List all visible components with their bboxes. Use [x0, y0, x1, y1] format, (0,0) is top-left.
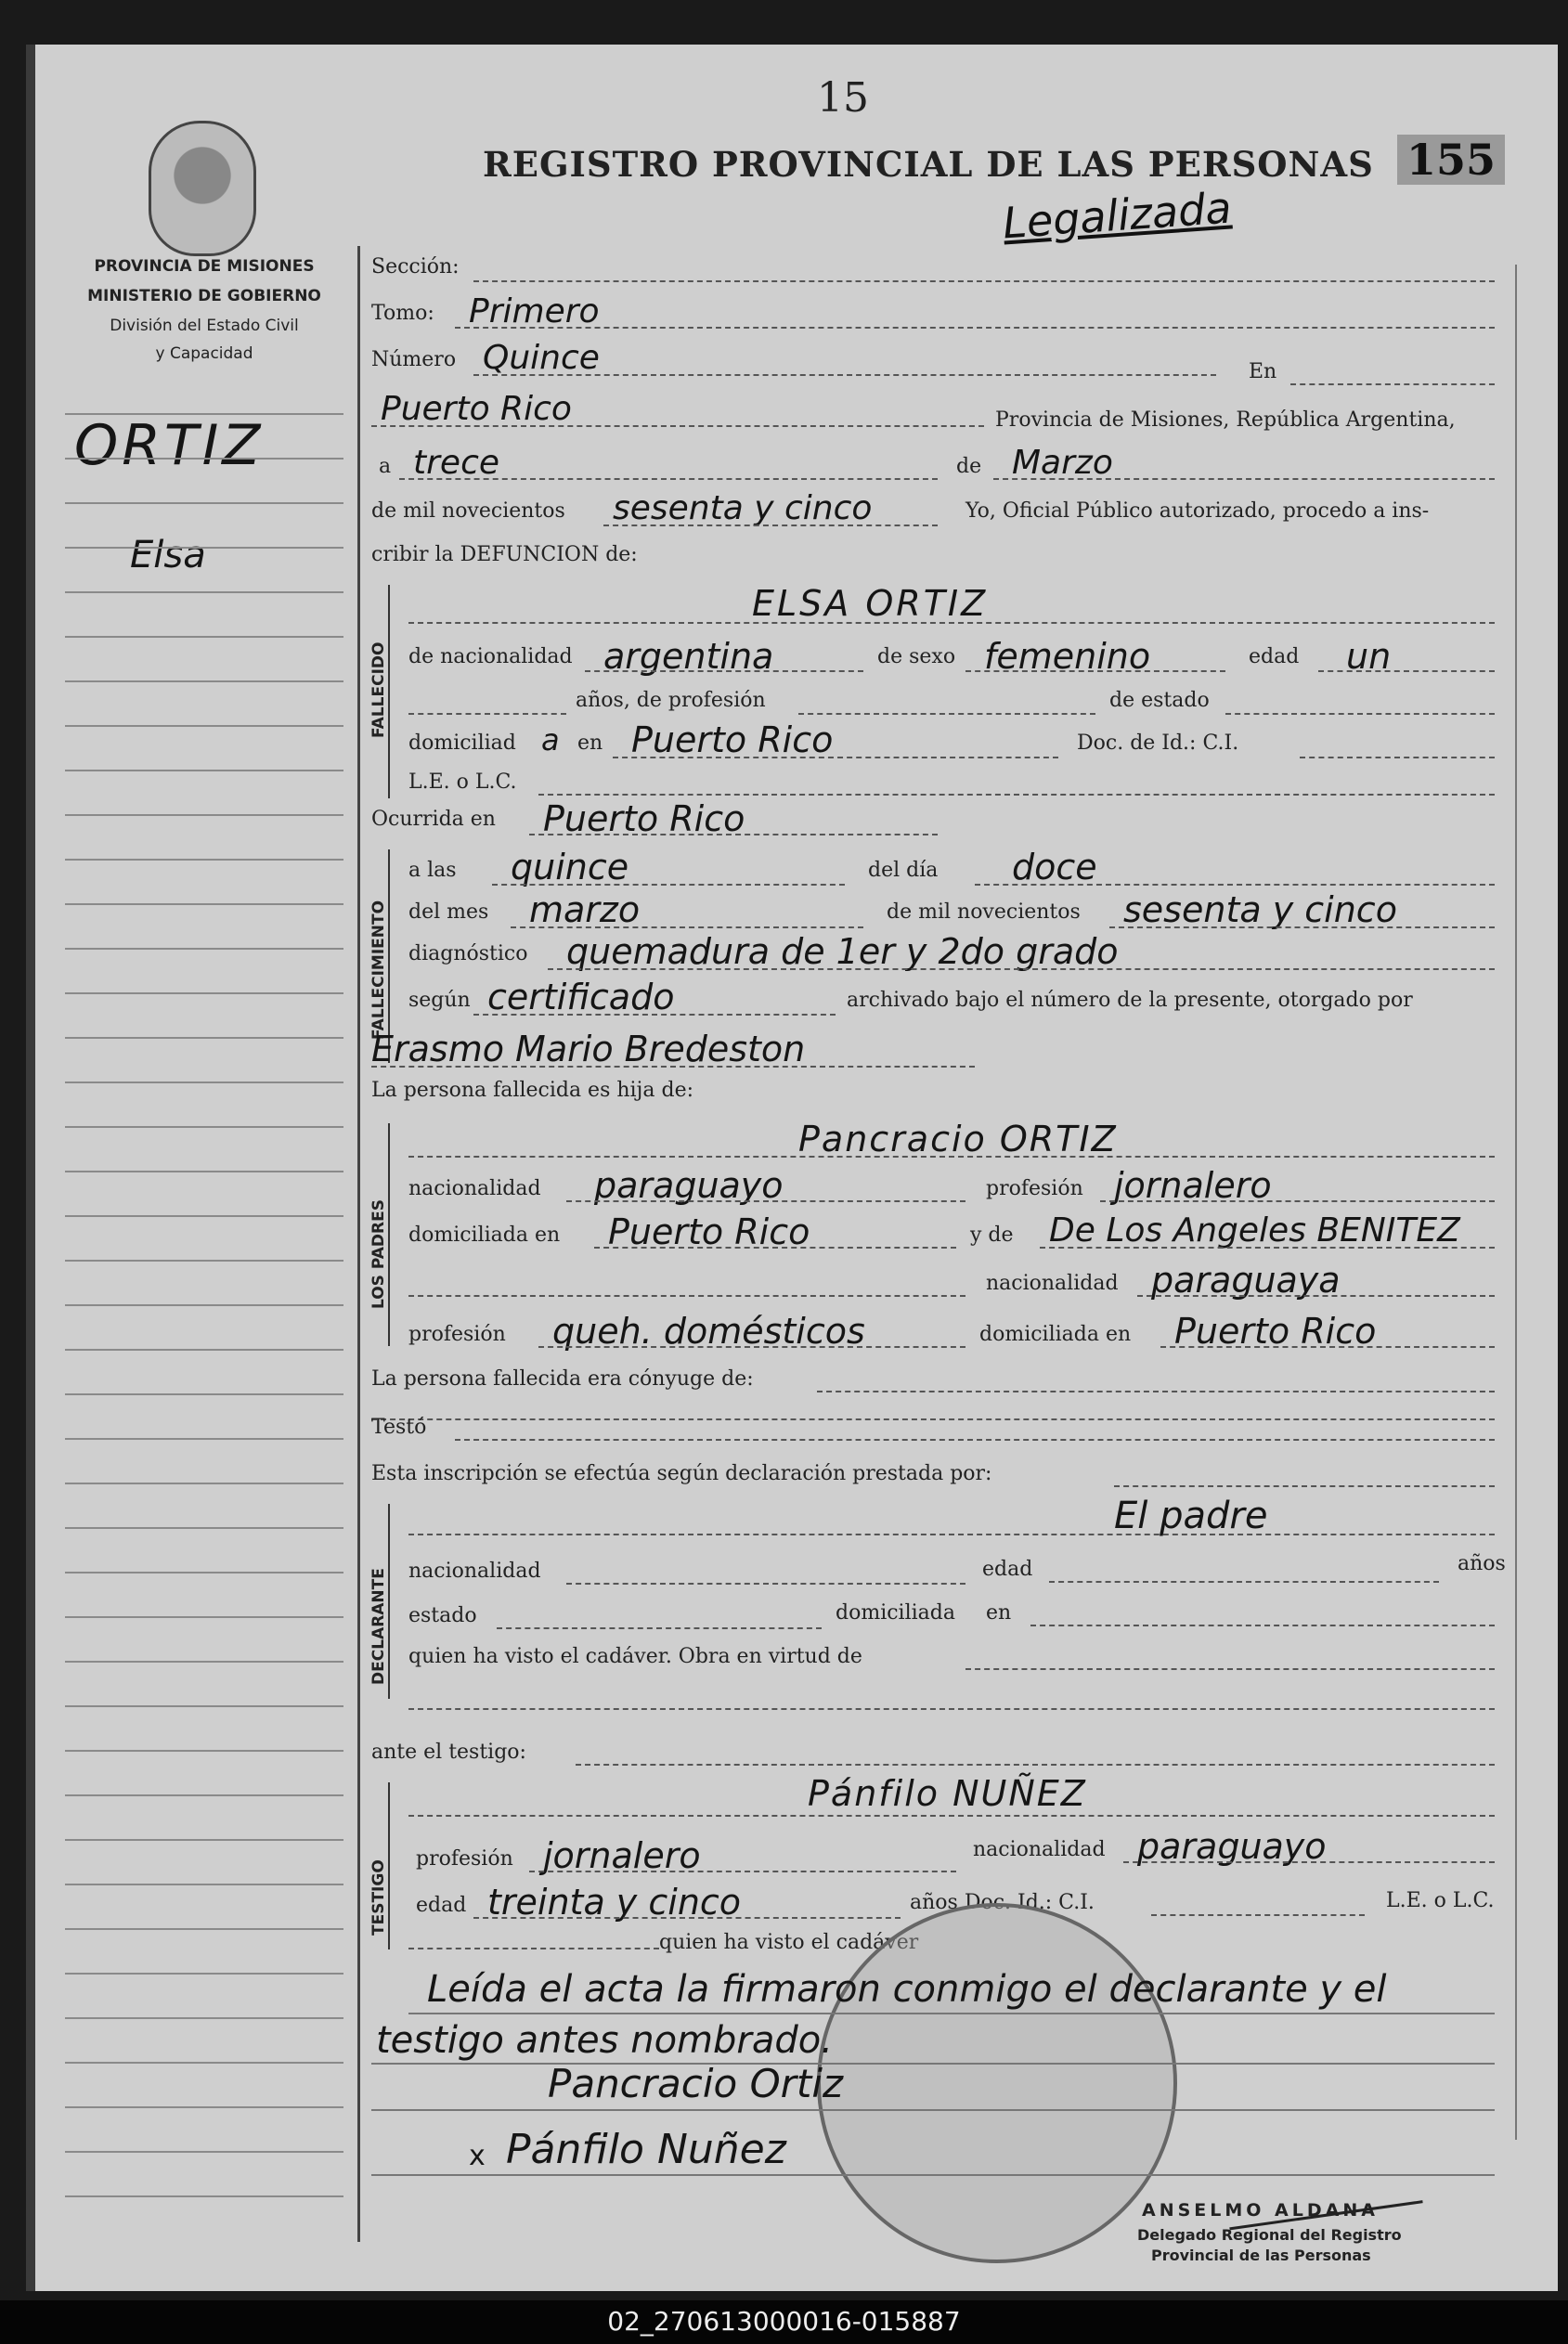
mes-value: Marzo [1012, 444, 1113, 482]
institution-division: División del Estado Civil [110, 317, 299, 335]
tomo-value: Primero [469, 292, 600, 330]
fallecido-bracket [388, 585, 390, 798]
fallecido-tag: FALLECIDO [369, 641, 388, 738]
fallecido-profesion-line [798, 713, 1095, 715]
provincia-text: Provincia de Misiones, República Argentina, [995, 408, 1456, 432]
madre-profesion-label: profesión [408, 1323, 506, 1346]
fallecido-anios-line [408, 713, 566, 715]
a-label: a [379, 455, 392, 478]
declaracion-label: Esta inscripción se efectúa según declaración prestada por: [371, 1462, 992, 1485]
testigo-edad-value: treinta y cinco [487, 1882, 742, 1923]
madre-nacionalidad-line [1137, 1295, 1495, 1297]
declarante-anios-label: años [1458, 1552, 1506, 1575]
margin-rule [65, 1973, 343, 1975]
segun-label: según [408, 989, 471, 1012]
testigo-nacionalidad-label: nacionalidad [973, 1838, 1106, 1861]
fallecimiento-mes-value: marzo [529, 889, 641, 930]
form-right-border [1515, 265, 1517, 2140]
madre-nacionalidad-value: paraguaya [1151, 1260, 1341, 1301]
margin-divider [357, 246, 360, 2242]
diagnostico-line [548, 968, 1495, 970]
fallecido-sexo-label: de sexo [877, 645, 956, 668]
declarante-nombre-line [408, 1534, 1495, 1535]
padres-bracket [388, 1123, 390, 1346]
margin-rule [65, 1037, 343, 1039]
ocurrida-line [529, 834, 938, 835]
testigo-edad-label: edad [416, 1894, 467, 1917]
margin-rule [65, 1081, 343, 1083]
mes-line [993, 478, 1495, 480]
margin-rule [65, 1794, 343, 1796]
institution-capacity: y Capacidad [155, 344, 253, 363]
margin-rule [65, 636, 343, 638]
padre-profesion-label: profesión [986, 1177, 1083, 1200]
fallecido-sexo-line [965, 670, 1225, 672]
fallecido-name: ELSA ORTIZ [752, 583, 989, 624]
margin-rule [65, 948, 343, 950]
testigo-intro: ante el testigo: [371, 1741, 526, 1764]
testigo-tag: TESTIGO [369, 1859, 388, 1936]
dia-value: trece [413, 444, 500, 482]
margin-rule [65, 992, 343, 994]
closing-line-1-rule [408, 2013, 1495, 2014]
fallecimiento-mil-label: de mil novecientos [887, 900, 1081, 924]
margin-rule [65, 458, 343, 460]
declarante-estado-label: estado [408, 1604, 477, 1627]
archivado-text: archivado bajo el número de la presente, otorgado por [847, 989, 1413, 1012]
padre-nacionalidad-label: nacionalidad [408, 1177, 541, 1200]
signature-testigo: Pánfilo Nuñez [506, 2126, 786, 2173]
margin-rule [65, 1260, 343, 1262]
margin-rule [65, 1616, 343, 1618]
medico-line [371, 1066, 975, 1068]
testigo-nacionalidad-line [1123, 1861, 1495, 1863]
fallecimiento-tag: FALLECIMIENTO [369, 900, 388, 1040]
official-name: ANSELMO ALDANA [1142, 2200, 1379, 2221]
madre-domicilio-value: Puerto Rico [1174, 1311, 1377, 1352]
margin-rule [65, 1393, 343, 1395]
fallecido-nacionalidad-value: argentina [603, 636, 774, 677]
declarante-en-label: en [986, 1601, 1012, 1625]
margin-rule [65, 1839, 343, 1841]
declaracion-line [1114, 1485, 1495, 1487]
margin-rule [65, 1215, 343, 1217]
segun-line [473, 1014, 836, 1016]
madre-profesion-value: queh. domésticos [552, 1311, 865, 1352]
conyuge-label: La persona fallecida era cónyuge de: [371, 1367, 754, 1391]
declarante-nombre: El padre [1114, 1495, 1268, 1537]
fallecimiento-hora-label: a las [408, 859, 457, 882]
margin-rule [65, 413, 343, 415]
numero-line [473, 374, 1216, 376]
closing-line-2-rule [371, 2063, 1495, 2065]
document-page [26, 45, 1558, 2291]
declarante-estado-line [497, 1627, 822, 1629]
segun-value: certificado [487, 977, 675, 1017]
anio-line [603, 524, 938, 526]
institution-province: PROVINCIA DE MISIONES [94, 257, 315, 276]
fallecimiento-dia-value: doce [1012, 847, 1097, 887]
lugar-value: Puerto Rico [381, 390, 572, 428]
madre-nombre-line [1040, 1247, 1495, 1249]
margin-rule [65, 2106, 343, 2108]
fallecido-sexo-value: femenino [984, 636, 1151, 677]
margin-rule [65, 2062, 343, 2064]
margin-surname: ORTIZ [74, 413, 265, 478]
fallecido-estado-label: de estado [1109, 689, 1210, 712]
official-title-1: Delegado Regional del Registro [1137, 2226, 1402, 2244]
declarante-cadaver-text: quien ha visto el cadáver. Obra en virtud de [408, 1645, 862, 1668]
tomo-label: Tomo: [371, 302, 434, 325]
fallecido-domicilio-value: Puerto Rico [631, 719, 834, 760]
testigo-intro-line [576, 1764, 1495, 1766]
margin-rule [65, 1572, 343, 1573]
margin-rule [65, 859, 343, 861]
margin-rule [65, 814, 343, 816]
en-label: En [1249, 360, 1277, 383]
fallecido-nacionalidad-line [585, 670, 863, 672]
margin-name: Elsa [130, 534, 206, 576]
fallecido-doc-label: Doc. de Id.: C.I. [1077, 732, 1239, 755]
fallecido-nacionalidad-label: de nacionalidad [408, 645, 573, 668]
page-number: 15 [817, 74, 869, 122]
ocurrida-value: Puerto Rico [543, 798, 745, 839]
declarante-nacionalidad-label: nacionalidad [408, 1560, 541, 1583]
conyuge-line-2 [371, 1418, 1495, 1420]
margin-rule [65, 770, 343, 771]
fallecido-domiciliado-label: domiciliad [408, 732, 516, 755]
margin-rule [65, 1750, 343, 1752]
medico-value: Erasmo Mario Bredeston [371, 1029, 806, 1069]
fallecimiento-mes-line [511, 926, 863, 928]
padre-domiciliada-label: domiciliada en [408, 1224, 561, 1247]
madre-nacionalidad-label: nacionalidad [986, 1272, 1119, 1295]
fallecimiento-anio-line [1109, 926, 1495, 928]
testigo-extra-line [408, 1948, 659, 1949]
margin-rule [65, 1928, 343, 1930]
testigo-bracket [388, 1782, 390, 1949]
madre-nombre: De Los Angeles BENITEZ [1049, 1211, 1460, 1250]
margin-rule [65, 1483, 343, 1484]
testigo-nacionalidad-value: paraguayo [1137, 1826, 1327, 1867]
declarante-extra-line [408, 1708, 1495, 1710]
coat-of-arms-icon [149, 121, 256, 256]
padre-nacionalidad-line [566, 1200, 965, 1202]
anio-value: sesenta y cinco [613, 489, 873, 527]
fallecido-le-line [538, 794, 1495, 796]
margin-rule [65, 2195, 343, 2197]
padre-domicilio-value: Puerto Rico [608, 1211, 810, 1252]
de-label: de [956, 455, 982, 478]
document-title: REGISTRO PROVINCIAL DE LAS PERSONAS [483, 144, 1374, 185]
seccion-label: Sección: [371, 255, 460, 278]
margin-rule [65, 502, 343, 504]
margin-rule [65, 1349, 343, 1351]
margin-rule [65, 1126, 343, 1128]
closing-line-1: Leída el acta la firmaron conmigo el declarante y el [427, 1968, 1387, 2011]
fallecimiento-anio-value: sesenta y cinco [1123, 889, 1397, 930]
padres-tag: LOS PADRES [369, 1199, 388, 1309]
fallecimiento-mes-label: del mes [408, 900, 489, 924]
testigo-nombre: Pánfilo NUÑEZ [808, 1773, 1087, 1814]
margin-rule [65, 1884, 343, 1885]
testigo-doc-line [1151, 1914, 1365, 1916]
fallecido-domiciliado-en: en [577, 732, 603, 755]
declarante-nacionalidad-line [566, 1583, 965, 1585]
margin-rule [65, 1527, 343, 1529]
closing-line-2: testigo antes nombrado. [376, 2019, 833, 2062]
padre-nacionalidad-value: paraguayo [594, 1165, 784, 1206]
margin-rule [65, 903, 343, 905]
madre-domiciliada-label: domiciliada en [979, 1323, 1132, 1346]
margin-rule [65, 547, 343, 549]
signature-declarante: Pancracio Ortiz [548, 2061, 844, 2106]
testigo-doc-label: años Doc. Id.: C.I. [910, 1891, 1095, 1914]
yde-label: y de [970, 1224, 1014, 1247]
testigo-profesion-label: profesión [416, 1847, 513, 1871]
fallecido-edad-line [1318, 670, 1495, 672]
inscribir-text: cribir la DEFUNCION de: [371, 543, 638, 566]
testigo-edad-line [473, 1917, 901, 1919]
testigo-nombre-line [408, 1815, 1495, 1817]
fallecimiento-hora-value: quince [511, 847, 629, 887]
margin-rule [65, 1304, 343, 1306]
margin-rule [65, 2017, 343, 2019]
numero-value: Quince [483, 339, 600, 377]
fallecido-edad-label: edad [1249, 645, 1300, 668]
testigo-le-label: L.E. o L.C. [1386, 1889, 1495, 1912]
declarante-tag: DECLARANTE [369, 1568, 388, 1685]
margin-rule [65, 1705, 343, 1707]
legalization-annotation: Legalizada [1001, 182, 1234, 249]
madre-profesion-line [538, 1346, 965, 1348]
padre-domicilio-line [594, 1247, 956, 1249]
declarante-domicilio-line [1030, 1625, 1495, 1626]
margin-rule [65, 591, 343, 593]
fallecido-name-line [408, 622, 1495, 624]
testigo-profesion-value: jornalero [543, 1835, 701, 1876]
institution-ministry: MINISTERIO DE GOBIERNO [87, 287, 321, 305]
testo-label: Testó [371, 1416, 427, 1439]
padre-profesion-value: jornalero [1114, 1165, 1272, 1206]
oficial-text: Yo, Oficial Público autorizado, procedo a ins- [965, 499, 1430, 523]
fallecido-le-label: L.E. o L.C. [408, 771, 517, 794]
lugar-line [371, 425, 984, 427]
fallecido-edad-value: un [1346, 636, 1392, 677]
ocurrida-label: Ocurrida en [371, 808, 496, 831]
signature-x-mark: x [469, 2140, 486, 2172]
testigo-profesion-line [529, 1871, 956, 1872]
declarante-obra-line [965, 1668, 1495, 1670]
margin-rule [65, 725, 343, 727]
en-line [1290, 383, 1495, 385]
official-title-2: Provincial de las Personas [1151, 2247, 1371, 2264]
fallecimiento-dia-label: del día [868, 859, 939, 882]
declarante-bracket [388, 1504, 390, 1699]
fallecimiento-hora-line [492, 884, 845, 886]
signature-rule-1 [371, 2109, 1495, 2111]
declarante-edad-line [1049, 1581, 1439, 1583]
madre-extra-line [408, 1295, 965, 1297]
margin-rule [65, 1438, 343, 1440]
fallecido-doc-line [1300, 757, 1495, 758]
image-code: 02_270613000016-015887 [607, 2306, 961, 2337]
diagnostico-value: quemadura de 1er y 2do grado [566, 931, 1119, 972]
madre-domicilio-line [1160, 1346, 1495, 1348]
testo-line [455, 1439, 1495, 1441]
conyuge-line [817, 1391, 1495, 1392]
padre-nombre-line [408, 1156, 1495, 1158]
numero-label: Número [371, 348, 457, 371]
padre-nombre: Pancracio ORTIZ [798, 1119, 1118, 1159]
fallecido-domicilio-line [613, 757, 1058, 758]
margin-rule [65, 1661, 343, 1663]
stamp-number: 155 [1397, 135, 1505, 185]
mil-label: de mil novecientos [371, 499, 565, 523]
testigo-cadaver-text: quien ha visto el cadáver [659, 1931, 919, 1954]
declarante-edad-label: edad [982, 1558, 1033, 1581]
padres-intro: La persona fallecida es hija de: [371, 1079, 694, 1102]
declarante-domiciliada-label: domiciliada [836, 1601, 955, 1625]
official-round-seal [817, 1903, 1177, 2263]
fallecimiento-dia-line [975, 884, 1495, 886]
padre-profesion-line [1100, 1200, 1495, 1202]
margin-rule [65, 1171, 343, 1172]
diagnostico-label: diagnóstico [408, 942, 528, 965]
seccion-line [473, 280, 1495, 282]
fallecido-anios-label: años, de profesión [576, 689, 766, 712]
margin-rule [65, 2151, 343, 2153]
fallecido-estado-line [1225, 713, 1495, 715]
tomo-line [455, 327, 1495, 329]
fallecido-domiciliado-suffix: a [541, 722, 560, 758]
dia-line [399, 478, 938, 480]
margin-rule [65, 680, 343, 682]
